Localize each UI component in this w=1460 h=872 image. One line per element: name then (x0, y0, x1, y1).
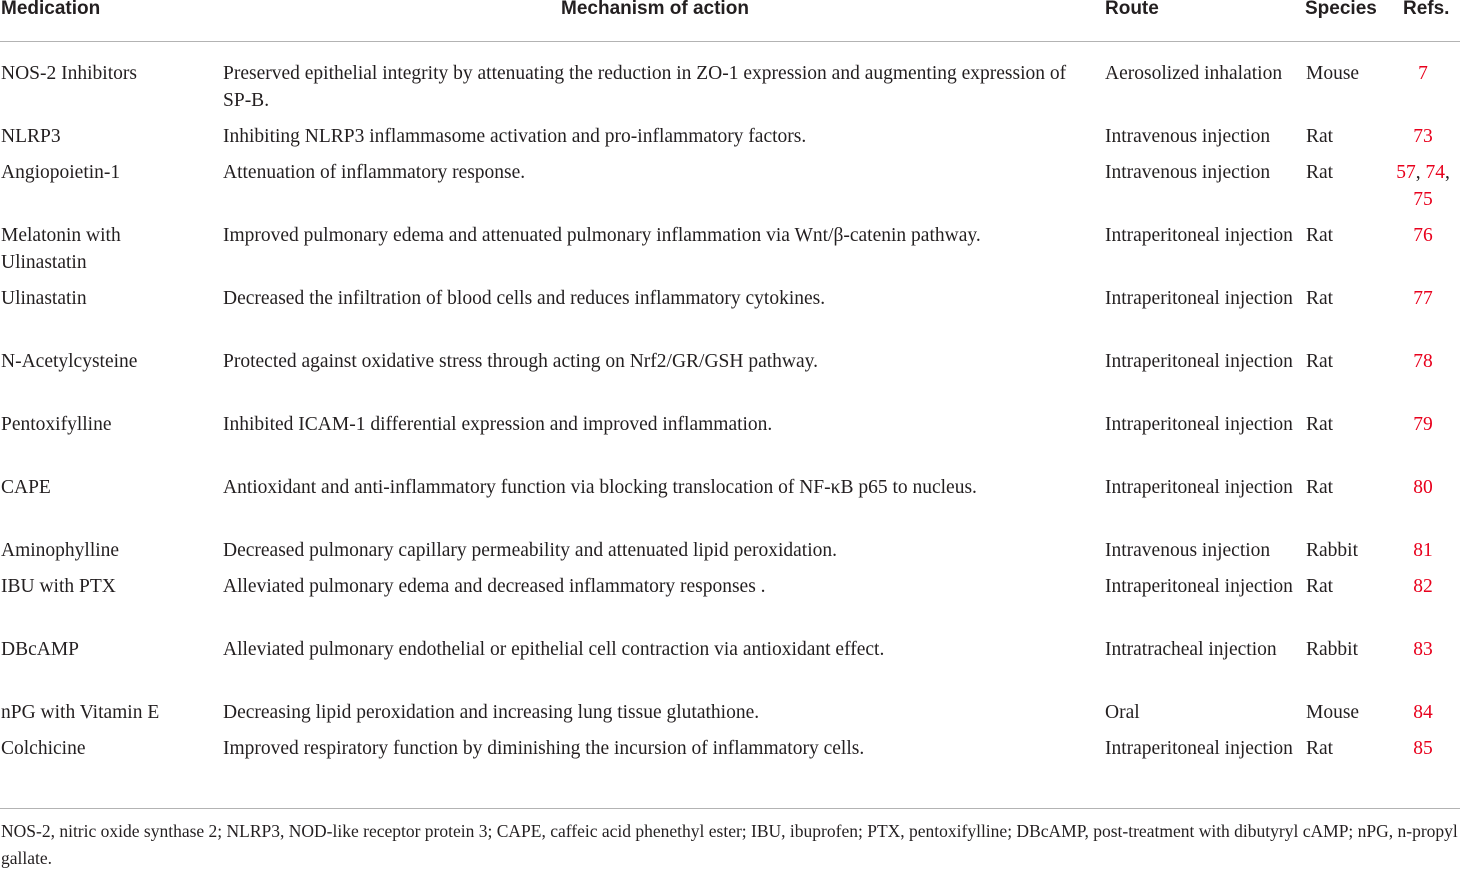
mechanism-cell: Inhibited ICAM-1 differential expression and improved inflammation. (223, 414, 773, 435)
medication-cell: Pentoxifylline (1, 414, 112, 435)
route-cell: Intraperitoneal injection (1105, 288, 1293, 309)
mechanism-cell: Decreased pulmonary capillary permeability and attenuated lipid peroxidation. (223, 540, 838, 561)
medication-cell: DBcAMP (1, 639, 80, 660)
route-cell: Intraperitoneal injection (1105, 738, 1293, 759)
species-cell: Rat (1306, 477, 1334, 498)
reference-link[interactable]: 80 (1413, 477, 1433, 498)
mechanism-cell: Decreasing lipid peroxidation and increasing lung tissue glutathione. (223, 702, 760, 723)
mechanism-cell: Attenuation of inflammatory response. (223, 162, 526, 183)
mechanism-cell: Alleviated pulmonary endothelial or epithelial cell contraction via antioxidant effect. (223, 639, 885, 660)
reference-separator: , (1415, 162, 1426, 183)
refs-cell (1390, 735, 1456, 762)
mechanism-cell: Improved respiratory function by diminishing the incursion of inflammatory cells. (223, 738, 865, 759)
header-medication: Medication (1, 0, 101, 19)
medication-cell: CAPE (1, 477, 51, 498)
medication-cell: Colchicine (1, 738, 86, 759)
refs-cell (1390, 474, 1456, 501)
reference-link[interactable]: 7 (1418, 63, 1428, 84)
route-cell: Intraperitoneal injection (1105, 576, 1293, 597)
species-cell: Rat (1306, 288, 1334, 309)
route-cell: Intratracheal injection (1105, 639, 1277, 660)
reference-link[interactable]: 85 (1413, 738, 1433, 759)
medication-cell: NLRP3 (1, 126, 61, 147)
mechanism-cell: Decreased the infiltration of blood cells and reduces inflammatory cytokines. (223, 288, 826, 309)
refs-cell (1390, 159, 1456, 213)
mechanism-cell: Antioxidant and anti-inflammatory function via blocking translocation of NF-κB p65 to nucleus. (223, 477, 977, 498)
reference-link[interactable]: 78 (1413, 351, 1433, 372)
refs-cell (1390, 285, 1456, 312)
footer-rule (0, 808, 1460, 809)
refs-cell (1390, 636, 1456, 663)
medication-cell: Angiopoietin-1 (1, 162, 121, 183)
route-cell: Oral (1105, 702, 1140, 723)
refs-cell (1390, 537, 1456, 564)
route-cell: Intravenous injection (1105, 126, 1271, 147)
reference-separator: , (1444, 162, 1450, 183)
mechanism-cell: Protected against oxidative stress through acting on Nrf2/GR/GSH pathway. (223, 351, 818, 372)
table-footnote: NOS-2, nitric oxide synthase 2; NLRP3, NOD-like receptor protein 3; CAPE, caffeic acid phenethyl ester; IBU, ibuprofen; PTX, pentoxifylline; DBcAMP, post-treatment with dibutyryl cAMP; nPG, n-propyl gallate. (1, 821, 1458, 868)
refs-cell (1390, 222, 1456, 249)
refs-cell (1390, 123, 1456, 150)
route-cell: Intraperitoneal injection (1105, 414, 1293, 435)
refs-cell (1390, 348, 1456, 375)
reference-link[interactable]: 75 (1413, 189, 1433, 210)
species-cell: Mouse (1306, 702, 1360, 723)
mechanism-cell: Alleviated pulmonary edema and decreased inflammatory responses . (223, 576, 766, 597)
header-rule (0, 41, 1460, 42)
reference-link[interactable]: 79 (1413, 414, 1433, 435)
species-cell: Rat (1306, 576, 1334, 597)
medication-cell: Melatonin with Ulinastatin (1, 225, 121, 273)
route-cell: Intravenous injection (1105, 162, 1271, 183)
header-species: Species (1305, 0, 1377, 19)
species-cell: Rabbit (1306, 540, 1358, 561)
mechanism-cell: Inhibiting NLRP3 inflammasome activation and pro-inflammatory factors. (223, 126, 807, 147)
species-cell: Rat (1306, 738, 1334, 759)
species-cell: Rat (1306, 225, 1334, 246)
reference-link[interactable]: 83 (1413, 639, 1433, 660)
route-cell: Intravenous injection (1105, 540, 1271, 561)
header-mechanism: Mechanism of action (561, 0, 749, 19)
header-route: Route (1105, 0, 1159, 19)
reference-link[interactable]: 76 (1413, 225, 1433, 246)
refs-cell (1390, 699, 1456, 726)
medication-cell: IBU with PTX (1, 576, 116, 597)
species-cell: Rat (1306, 351, 1334, 372)
medication-cell: nPG with Vitamin E (1, 702, 160, 723)
reference-link[interactable]: 82 (1413, 576, 1433, 597)
species-cell: Mouse (1306, 63, 1360, 84)
route-cell: Intraperitoneal injection (1105, 477, 1293, 498)
refs-cell (1390, 411, 1456, 438)
reference-link[interactable]: 74 (1425, 162, 1445, 183)
medication-cell: N-Acetylcysteine (1, 351, 138, 372)
reference-link[interactable]: 84 (1413, 702, 1433, 723)
species-cell: Rat (1306, 126, 1334, 147)
reference-link[interactable]: 81 (1413, 540, 1433, 561)
mechanism-cell: Preserved epithelial integrity by attenuating the reduction in ZO-1 expression and augmenting expression of SP-B. (223, 63, 1067, 111)
reference-link[interactable]: 73 (1413, 126, 1433, 147)
medication-cell: NOS-2 Inhibitors (1, 63, 137, 84)
species-cell: Rabbit (1306, 639, 1358, 660)
medication-cell: Ulinastatin (1, 288, 87, 309)
reference-link[interactable]: 57 (1396, 162, 1416, 183)
species-cell: Rat (1306, 414, 1334, 435)
species-cell: Rat (1306, 162, 1334, 183)
route-cell: Intraperitoneal injection (1105, 351, 1293, 372)
reference-link[interactable]: 77 (1413, 288, 1433, 309)
mechanism-cell: Improved pulmonary edema and attenuated pulmonary inflammation via Wnt/β-catenin pathway. (223, 225, 981, 246)
refs-cell (1390, 573, 1456, 600)
route-cell: Aerosolized inhalation (1105, 63, 1283, 84)
header-refs: Refs. (1403, 0, 1450, 19)
route-cell: Intraperitoneal injection (1105, 225, 1293, 246)
medication-cell: Aminophylline (1, 540, 120, 561)
refs-cell (1390, 60, 1456, 87)
